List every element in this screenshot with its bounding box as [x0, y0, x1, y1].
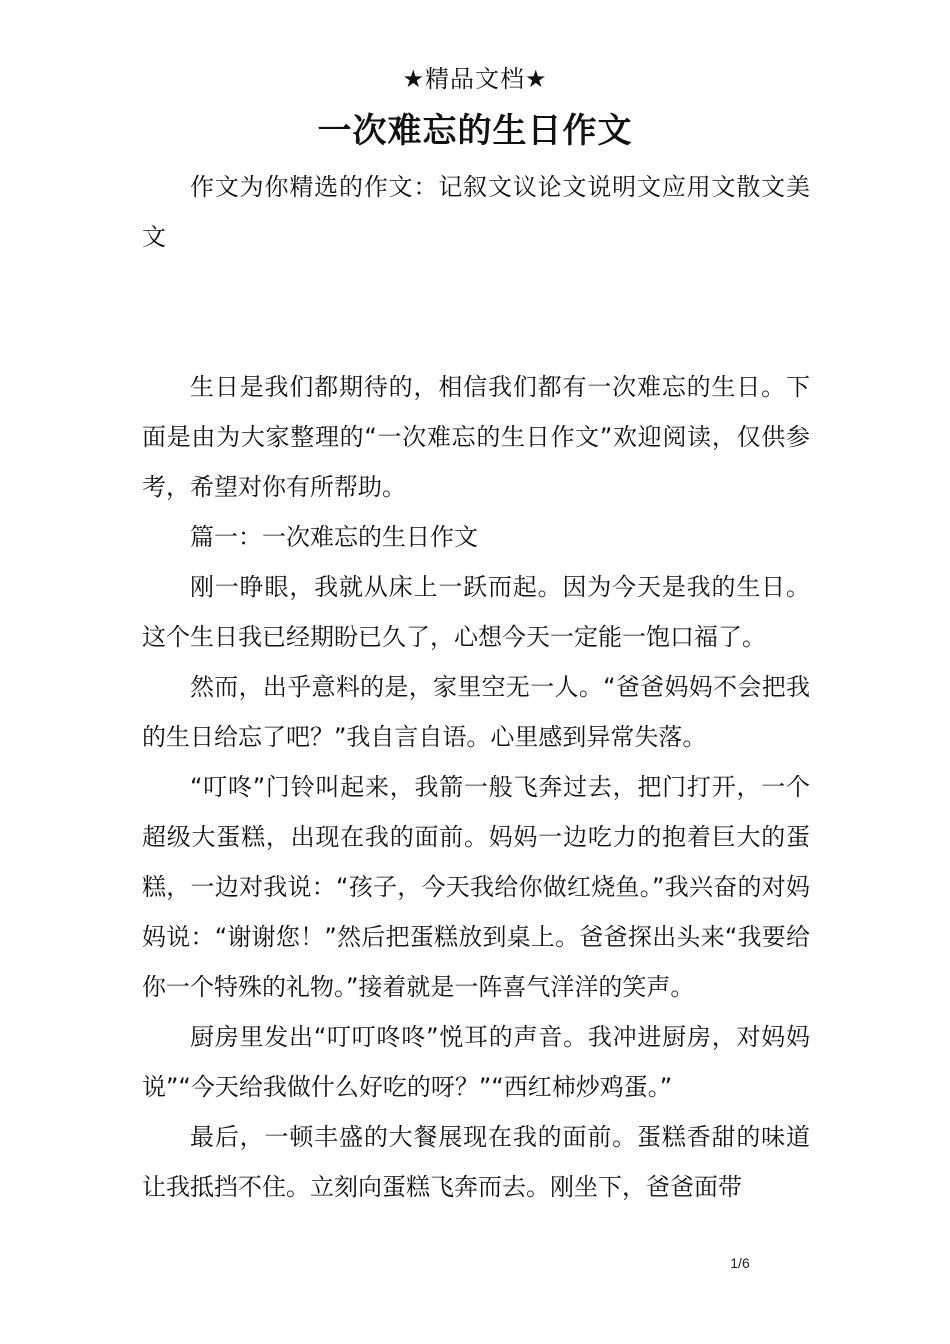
document-body	[142, 162, 810, 1212]
paragraph-spacer	[142, 262, 810, 362]
body-paragraph: 刚一睁眼，我就从床上一跃而起。因为今天是我的生日。这个生日我已经期盼已久了，心想今天一定能一饱口福了。	[142, 573, 810, 651]
body-paragraph: 最后，一顿丰盛的大餐展现在我的面前。蛋糕香甜的味道让我抵挡不住。立刻向蛋糕飞奔而去。刚坐下，爸爸面带	[142, 1123, 810, 1201]
page-number: 1/6	[730, 1255, 750, 1271]
body-paragraph: “叮咚”门铃叫起来，我箭一般飞奔过去，把门打开，一个超级大蛋糕，出现在我的面前。妈妈一边吃力的抱着巨大的蛋糕，一边对我说：“孩子，今天我给你做红烧鱼。”我兴奋的对妈妈说：“谢谢您！”然后把蛋糕放到桌上。爸爸探出头来“我要给你一个特殊的礼物。”接着就是一阵喜气洋洋的笑声。	[142, 773, 810, 1001]
body-paragraph: 生日是我们都期待的，相信我们都有一次难忘的生日。下面是由为大家整理的“一次难忘的生日作文”欢迎阅读，仅供参考，希望对你有所帮助。	[142, 373, 810, 501]
header-badge: ★精品文档★	[402, 65, 548, 93]
body-paragraph: 然而，出乎意料的是，家里空无一人。“爸爸妈妈不会把我的生日给忘了吧？”我自言自语。心里感到异常失落。	[142, 673, 810, 751]
body-paragraph: 厨房里发出“叮叮咚咚”悦耳的声音。我冲进厨房，对妈妈说”“今天给我做什么好吃的呀？”“西红柿炒鸡蛋。”	[142, 1023, 810, 1101]
section-heading: 篇一：一次难忘的生日作文	[190, 523, 478, 551]
document-title: 一次难忘的生日作文	[317, 111, 633, 151]
intro-paragraph: 作文为你精选的作文：记叙文议论文说明文应用文散文美文	[142, 173, 810, 251]
